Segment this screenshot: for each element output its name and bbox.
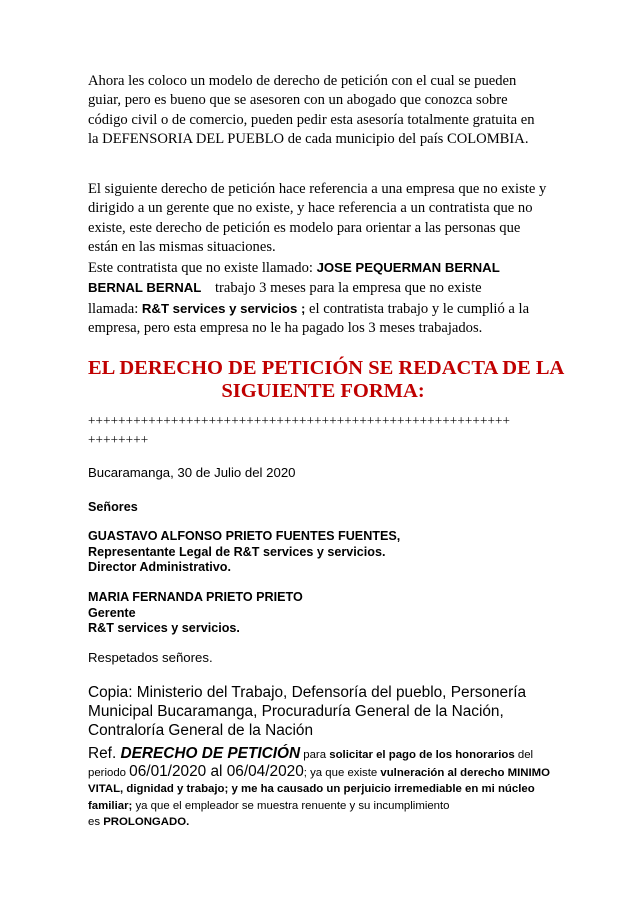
contractor-line-2 <box>88 278 558 298</box>
salutation-to: Señores <box>88 500 138 514</box>
recipient-role: Gerente <box>88 605 136 620</box>
copy-recipients <box>88 683 558 740</box>
contractor-line-4: empresa, pero esta empresa no le ha pagado los 3 meses trabajados. <box>88 319 483 336</box>
contractor-text: el contratista trabajo y le cumplió a la <box>305 300 530 317</box>
contractor-name: JOSE PEQUERMAN BERNAL <box>316 260 500 275</box>
recipient-name: GUASTAVO ALFONSO PRIETO FUENTES FUENTES, <box>88 529 401 543</box>
ref-line-3: VITAL, dignidad y trabajo; y me ha causado un perjuicio irremediable en mi núcleo <box>88 783 535 795</box>
context-paragraph <box>88 180 558 257</box>
recipient-role: Director Administrativo. <box>88 560 231 574</box>
ref-line-5 <box>88 814 558 831</box>
recipient-role: R&T services y servicios. <box>88 621 240 635</box>
intro-line: código civil o de comercio, pueden pedir esta asesoría totalmente gratuita en <box>88 111 535 128</box>
ref-line-1 <box>88 746 558 764</box>
ref-text: para <box>300 749 330 761</box>
section-heading <box>88 357 565 403</box>
ref-text: ya que el empleador se muestra renuente y su incumplimiento <box>132 799 450 812</box>
contractor-text: trabajo 3 meses para la empresa que no existe <box>211 280 482 297</box>
ref-prolonged: PROLONGADO. <box>103 816 190 828</box>
contractor-paragraph <box>88 258 558 338</box>
company-name: R&T services y servicios ; <box>141 300 306 316</box>
ref-dates: 06/01/2020 al 06/04/2020 <box>129 762 304 780</box>
context-line: existe, este derecho de petición es modelo para orientar a las personas que <box>88 219 521 236</box>
contractor-name-cont: BERNAL BERNAL <box>88 280 202 296</box>
greeting: Respetados señores. <box>88 650 213 665</box>
ref-familiar: familiar; <box>88 799 133 812</box>
recipient-name: MARIA FERNANDA PRIETO PRIETO <box>88 590 303 604</box>
intro-line: guiar, pero es bueno que se asesoren con un abogado que conozca sobre <box>88 92 508 109</box>
plus-separator <box>88 411 550 449</box>
context-line: están en las mismas situaciones. <box>88 238 276 255</box>
copy-line: Copia: Ministerio del Trabajo, Defensoría del pueblo, Personería <box>88 684 527 701</box>
context-line: El siguiente derecho de petición hace referencia a una empresa que no existe y <box>88 181 547 197</box>
separator-line: ++++++++ <box>88 432 149 447</box>
ref-line-4 <box>88 798 558 815</box>
reference-block <box>88 746 558 831</box>
place-date: Bucaramanga, 30 de Julio del 2020 <box>88 465 296 480</box>
ref-line-2 <box>88 764 558 782</box>
ref-request: solicitar el pago de los honorarios <box>329 749 515 761</box>
recipient-role: Representante Legal de R&T services y servicios. <box>88 544 386 559</box>
contractor-text: llamada: <box>88 300 142 317</box>
contractor-text: Este contratista que no existe llamado: <box>88 260 317 276</box>
recipient-block-1 <box>88 529 558 576</box>
intro-line: la DEFENSORIA DEL PUEBLO de cada municipio del país COLOMBIA. <box>88 130 529 147</box>
heading-line: EL DERECHO DE PETICIÓN SE REDACTA DE LA <box>88 357 565 379</box>
ref-label: Ref. <box>88 745 121 762</box>
ref-text: del <box>514 749 534 761</box>
contractor-line-3 <box>88 299 558 319</box>
intro-paragraph <box>88 72 558 149</box>
contractor-line-1 <box>88 258 558 278</box>
recipient-block-2 <box>88 590 558 637</box>
ref-text: ; ya que existe <box>303 766 381 779</box>
ref-text: es <box>88 816 104 828</box>
intro-line: Ahora les coloco un modelo de derecho de petición con el cual se pueden <box>88 73 517 89</box>
copy-line: Contraloría General de la Nación <box>88 722 313 739</box>
heading-line: SIGUIENTE FORMA: <box>221 380 425 402</box>
ref-title: DERECHO DE PETICIÓN <box>120 745 301 762</box>
ref-vulneration: vulneración al derecho MINIMO <box>380 766 551 779</box>
ref-text: periodo <box>88 766 130 779</box>
separator-line: ++++++++++++++++++++++++++++++++++++++++++++++++++++++++ <box>88 413 511 428</box>
copy-line: Municipal Bucaramanga, Procuraduría General de la Nación, <box>88 703 504 720</box>
context-line: dirigido a un gerente que no existe, y hace referencia a un contratista que no <box>88 200 533 217</box>
